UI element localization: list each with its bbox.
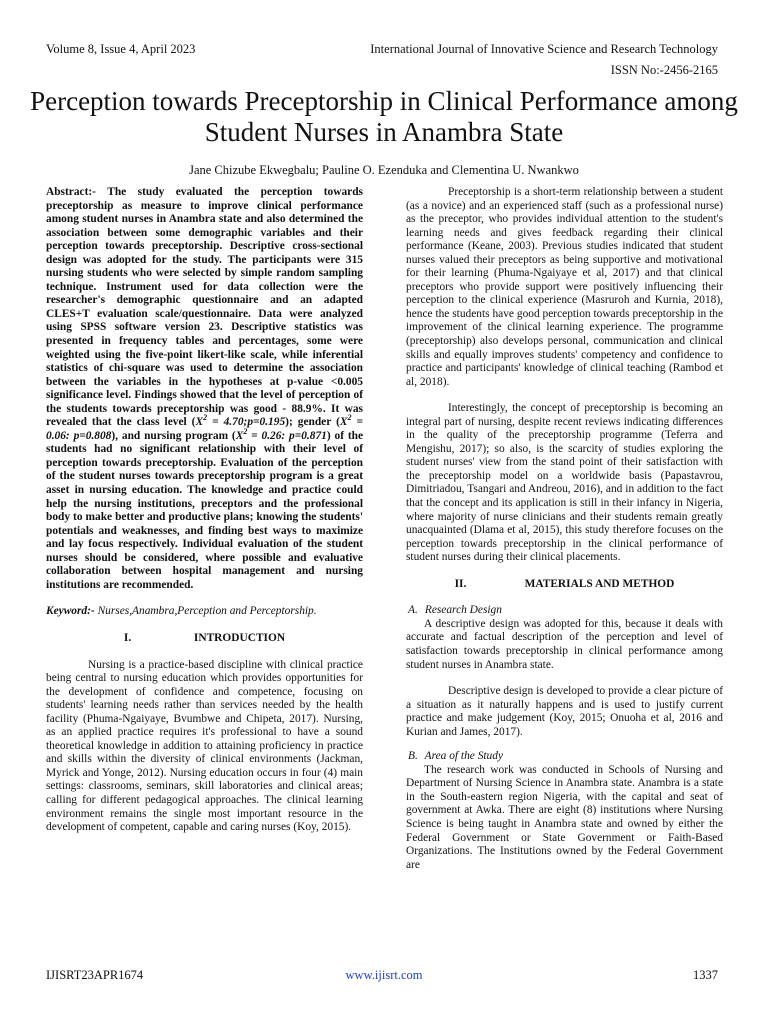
keywords: Keyword:- Nurses,Anambra,Perception and Perceptorship. — [46, 605, 317, 618]
page-number: 1337 — [693, 968, 718, 982]
paragraph: Preceptorship is a short-term relationship between a student (as a novice) and an experienced staff (such as a professional nurse) as the preceptor, who provides individual attention to the student's learning needs and gives feedback regarding their clinical performance (Keane, 2003). Previous studies indicated that student nurses valued their preceptors as being supportive and motivational for their learning (Phuma-Ngaiyaye et al, 2017) and that clinical preceptors who provide support were positively influencing their perception to the clinical experience (Masruroh and Kurnia, 2018), hence the students have good perception towards preceptorship in the improvement of the clinical learning experience. The programme (preceptorship) also develops personal, communication and clinical skills and equally improves students' competency and confidence to practice and participants' knowledge of clinical teaching (Rambod et al, 2018). — [406, 186, 723, 388]
journal-website-link[interactable]: www.ijisrt.com — [345, 968, 423, 982]
abstract: Abstract:- The study evaluated the perception towards preceptorship as measure to improve clinical performance among student nurses in Anambra state and also determined the association between some demographic variables and their perception towards preceptorship. Descriptive cross-sectional design was adopted for the study. The participants were 315 nursing students who were selected by simple random sampling technique. Instrument used for data collection were the researcher's demographic questionnaire and an adapted CLES+T evaluation scale/questionnaire. Data were analyzed using SPSS software version 23. Descriptive statistics was presented in frequency tables and percentages, some were weighted using the five-point likert-like scale, while inferential statistics of chi-square was used to determine the association between the variables in the hypotheses at p-value <0.005 significance level. Findings showed that the level of perception of the students towards preceptorship was good - 88.9%. It was revealed that the class level ($X^2$ = 4.70;p=0.195); gender ($X^2 = 0.06$: p=0.808), and nursing program ($X^2 = 0.26$: p=0.871) of the students had no significant relationship with their level of perception towards preceptorship. Evaluation of the perception of the student nurses towards preceptorship program is a great asset in nursing education. The knowledge and practice could help the nursing institutions, preceptors and the professional body to make better and productive plans; knowing the students' potentials and weaknesses, and finding best ways to maximize and lay focus respectively. Individual evaluation of the student nurses should be considered, where possible and evaluative collaboration between hospital management and nursing institutions are recommended. — [46, 186, 364, 591]
paper-code: IJISRT23APR1674 — [46, 968, 144, 982]
paper-title: Perception towards Preceptorship in Clinical Performance among Student Nurses in Anambra State — [30, 86, 738, 147]
section-heading-introduction: I. INTRODUCTION — [123, 631, 286, 644]
left-column — [46, 186, 363, 835]
journal-name: International Journal of Innovative Science and Research Technology — [370, 42, 718, 56]
section-heading-methods: II. MATERIALS AND METHOD — [454, 577, 675, 590]
paragraph: The research work was conducted in Schools of Nursing and Department of Nursing Science in Anambra state. Anambra is a state in the South-eastern region Nigeria, with the capital and seat of government at Awka. There are eight (8) institutions where Nursing Science is being taught in Anambra state and owned by either the Federal Government or State Government or Faith-Based Organizations. The Institutions owned by the Federal Government are — [406, 763, 723, 871]
subsection-heading-area-of-study: B. Area of the Study — [408, 750, 503, 763]
abstract-label: Abstract:- — [46, 186, 96, 198]
right-column — [406, 186, 723, 872]
paragraph: A descriptive design was adopted for this, because it deals with accurate and factual description of the perception and level of satisfaction towards preceptorship in clinical performance among student nurses in Anambra state. — [406, 617, 723, 671]
subsection-heading-research-design: A. Research Design — [408, 604, 502, 617]
authors: Jane Chizube Ekwegbalu; Pauline O. Ezenduka and Clementina U. Nwankwo — [189, 163, 579, 177]
issn: ISSN No:-2456-2165 — [610, 63, 718, 77]
keywords-label: Keyword:- — [46, 605, 95, 618]
paragraph: Nursing is a practice-based discipline with clinical practice being central to nursing education which provides opportunities for the development of confidence and competence, focusing on students' learning needs rather than services needed by the health facility (Phuma-Ngaiyaye, Bvumbwe and Chipeta, 2017). Nursing, as an applied practice requires it's professional to have a sound theoretical knowledge in addition to attaining proficiency in practice and skills within the diversity of clinical environments (Jackman, Myrick and Yonge, 2012). Nursing education occurs in four (4) main settings: classrooms, seminars, skill laboratories and clinical areas; calling for different pedagogical approaches. The clinical learning environment remains the single most important resource in the development of competent, capable and caring nurses (Koy, 2015). — [46, 658, 363, 834]
volume-issue: Volume 8, Issue 4, April 2023 — [46, 42, 196, 56]
paragraph: Interestingly, the concept of preceptorship is becoming an integral part of nursing, despite recent reviews indicating differences in the quality of the preceptorship programme (Teferra and Mengishu, 2017); so also, is the scarcity of studies exploring the student nurses' view from the stand point of their satisfaction with the preceptorship model on a worldwide basis (Papastavrou, Dimitriadou, Tsangari and Andreou, 2016), and in addition to the fact that the concept and its application is still in their infancy in Nigeria, where majority of nurse clinicians and their students remain greatly unacquainted (Dlama et al, 2015), this study therefore focuses on the perception towards preceptorship in the clinical performance of student nurses during their clinical placements. — [406, 402, 723, 564]
paragraph: Descriptive design is developed to provide a clear picture of a situation as it naturally happens and is used to justify current practice and make judgement (Koy, 2015; Onuoha et al, 2016 and Kurian and James, 2017). — [406, 685, 723, 738]
